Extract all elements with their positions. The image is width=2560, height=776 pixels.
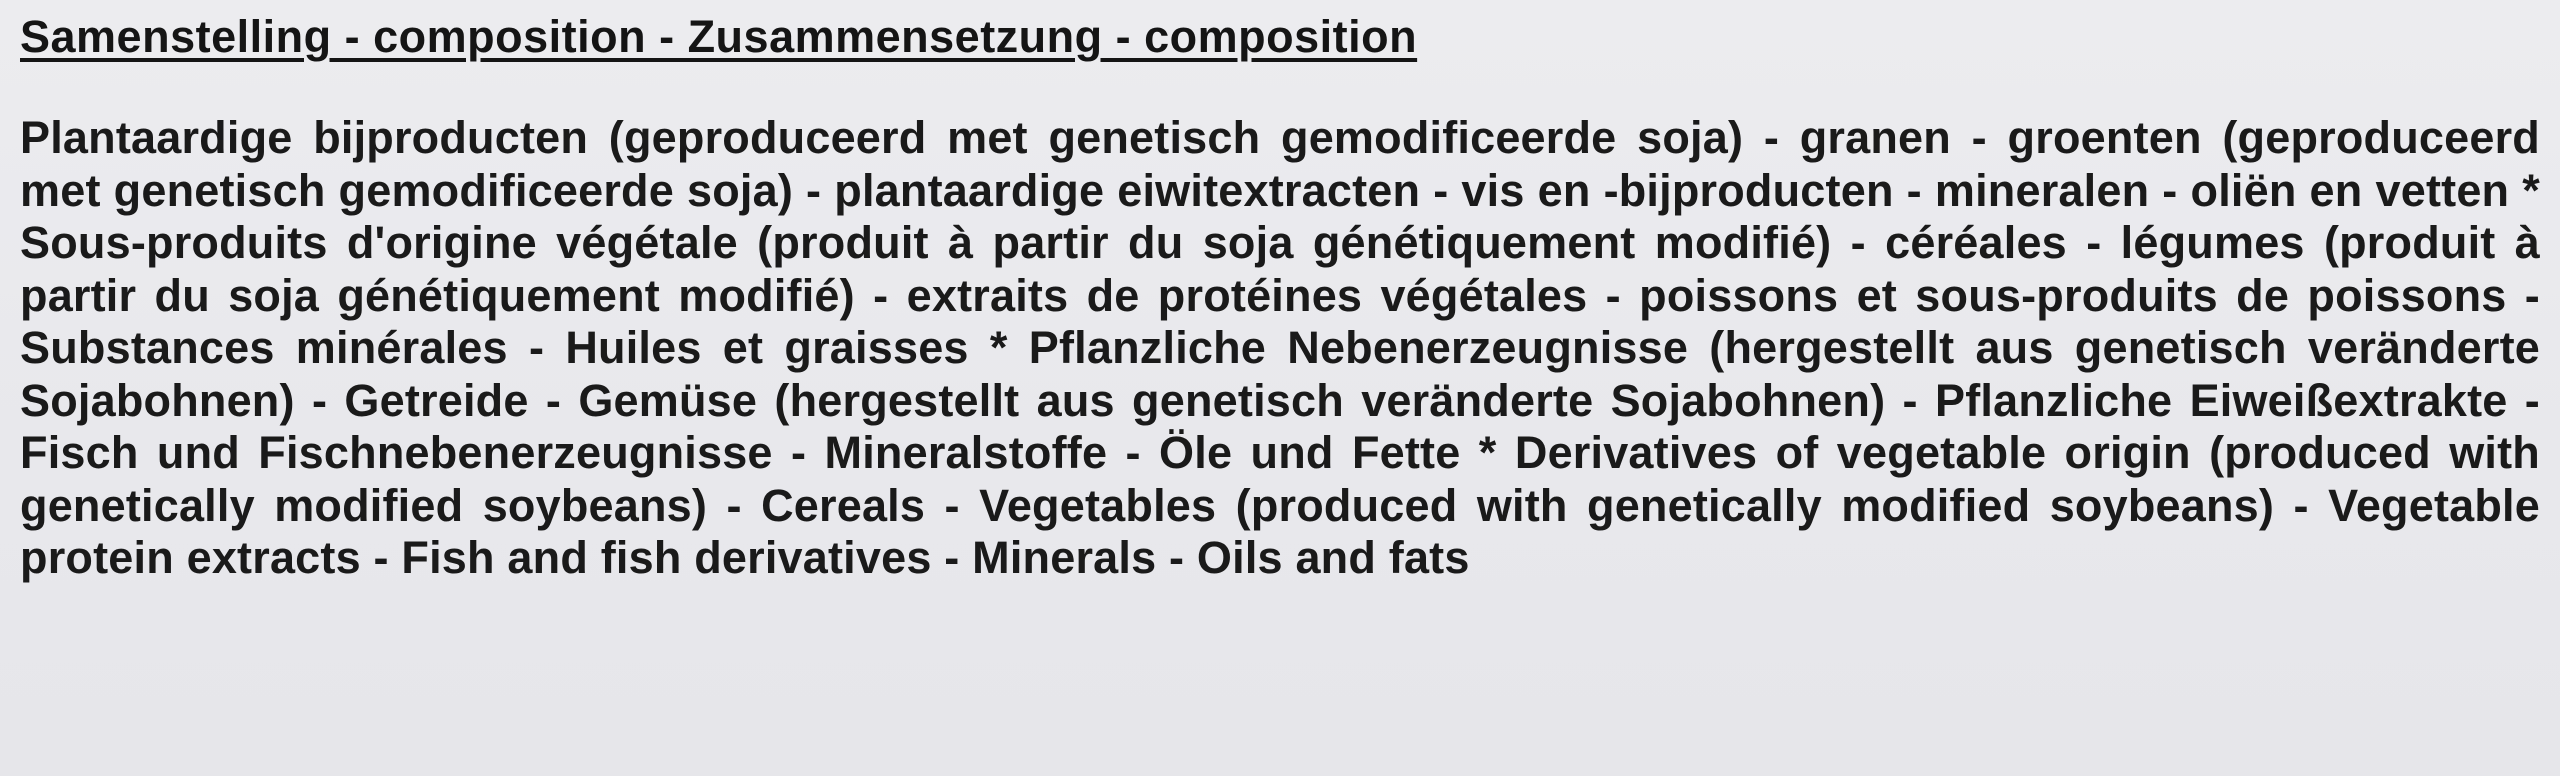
- ingredients-text: Plantaardige bijproducten (geproduceerd met genetisch gemodificeerde soja) - granen - groenten (geproduceerd met genetisch gemodificeerde soja) - plantaardige eiwitextracten - vis en -bijproducten - mineralen - oliën en vetten * Sous-produits d'origine végétale (produit à partir du soja génétiquement modifié) - céréales - légumes (produit à partir du soja génétiquement modifié) - extraits de protéines végétales - poissons et sous-produits de poissons - Substances minérales - Huiles et graisses * Pflanzliche Nebenerzeugnisse (hergestellt aus genetisch veränderte Sojabohnen) - Getreide - Gemüse (hergestellt aus genetisch veränderte Sojabohnen) - Pflanzliche Eiweißextrakte - Fisch und Fischnebenerzeugnisse - Mineralstoffe - Öle und Fette * Derivatives of vegetable origin (produced with genetically modified soybeans) - Cereals - Vegetables (produced with genetically modified soybeans) - Vegetable protein extracts - Fish and fish derivatives - Minerals - Oils and fats: [20, 112, 2540, 583]
- composition-heading: Samenstelling - composition - Zusammensetzung - composition: [20, 11, 1418, 62]
